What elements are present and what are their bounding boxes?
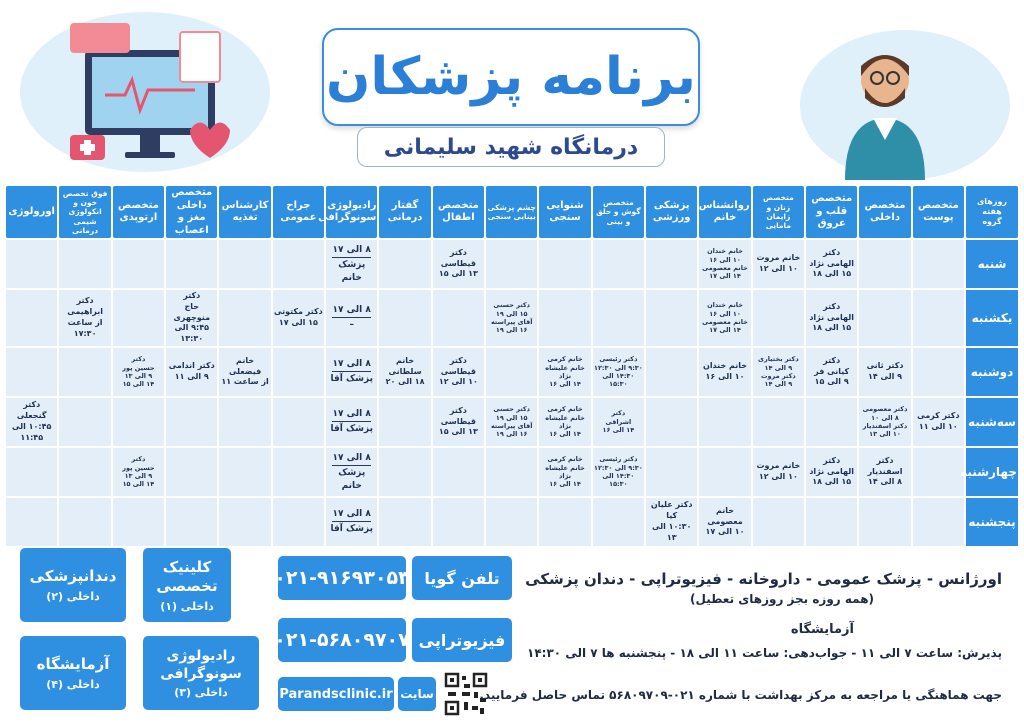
- schedule-cell: [379, 290, 430, 346]
- cell-line: ۱۰:۴۵ الی ۱۱:۴۵: [12, 421, 52, 442]
- dental-title: دندانپزشکی: [29, 567, 117, 586]
- schedule-cell: [326, 290, 377, 346]
- website-label: سایت: [398, 677, 436, 711]
- cell-line: خانم خندان: [707, 301, 743, 310]
- schedule-cell: [486, 498, 537, 546]
- cell-line: پزشک خانم: [338, 260, 366, 283]
- cell-line: ۱۵ الی ۱۹: [495, 413, 528, 422]
- schedule-cell: [806, 498, 857, 546]
- cell-line: ۱۰:۳۰ الی ۱۳: [652, 521, 692, 542]
- column-header: متخصص اطفال: [433, 186, 484, 238]
- schedule-cell: [806, 448, 857, 496]
- cell-line: ۱۴ الی ۱۵: [122, 480, 155, 489]
- cell-line: فیضعلی: [228, 366, 262, 376]
- schedule-cell: [6, 240, 57, 288]
- cell-line: اشراقی: [605, 417, 632, 426]
- cell-line: ۱۳ الی ۱۵: [438, 427, 478, 437]
- schedule-header: [6, 186, 1018, 238]
- cell-line: خانم: [396, 355, 415, 365]
- schedule-cell: [539, 398, 590, 446]
- clinic-title: کلینیک تخصصی: [156, 557, 218, 595]
- cell-line: سلطانی: [388, 366, 422, 376]
- cell-divider: [332, 421, 371, 422]
- radiology-extension-box: [143, 636, 259, 710]
- schedule-row: [6, 398, 1018, 446]
- cell-line: دکتر اندامی: [168, 361, 215, 371]
- schedule-cell: [113, 448, 164, 496]
- corner-days: روزهای هفته: [976, 197, 1008, 216]
- schedule-cell: [859, 240, 910, 288]
- cell-line: ۸ الی ۱۷: [332, 359, 371, 370]
- cell-line: ۸ الی ۱۷: [332, 453, 371, 464]
- coordination-note: جهت هماهنگی یا مراجعه به مرکز بهداشت با شماره ۰۲۱-۵۶۸۰۹۷۰۹ تماس حاصل فرمایید.: [479, 688, 1002, 702]
- cell-line: ۹ الی ۱۱: [174, 371, 209, 381]
- cell-line: ۹:۳۰ الی ۱۲:۳۰: [593, 463, 643, 472]
- cell-line: پزشک آقا: [330, 524, 373, 535]
- schedule-cell: [113, 398, 164, 446]
- cell-divider: [332, 371, 371, 372]
- cell-line: ۱۴ الی ۱۷: [709, 326, 741, 335]
- lab-extension: داخلی (۴): [46, 677, 100, 691]
- schedule-cell: [593, 398, 644, 446]
- schedule-cell: [859, 448, 910, 496]
- schedule-cell: [166, 240, 217, 288]
- schedule-cell: [539, 348, 590, 396]
- schedule-cell: [59, 240, 110, 288]
- cell-line: ۱۰ الی ۱۶: [705, 371, 745, 381]
- cell-line: ۸ الی ۱۷: [332, 509, 371, 520]
- cell-line: ۹ الی ۱۴: [867, 371, 903, 381]
- schedule-cell: [326, 240, 377, 288]
- cell-line: آقای پیراسته: [490, 421, 533, 430]
- schedule-cell: [593, 348, 644, 396]
- schedule-cell: [379, 448, 430, 496]
- schedule-cell: [699, 348, 750, 396]
- schedule-cell: [59, 498, 110, 546]
- schedule-cell: [273, 398, 324, 446]
- schedule-cell: [326, 398, 377, 446]
- schedule-cell: [646, 240, 697, 288]
- cell-line: دکتر رئیسی: [599, 455, 638, 464]
- schedule-cell: [219, 290, 270, 346]
- schedule-cell: [486, 240, 537, 288]
- day-label: سه‌شنبه: [966, 398, 1018, 446]
- cell-line: ۸ الی ۱۰: [871, 413, 899, 422]
- cell-line: دکتر مروت: [760, 371, 796, 380]
- schedule-cell: [806, 290, 857, 346]
- cell-line: ۱۰ الی ۱۷: [705, 527, 745, 537]
- schedule-cell: [59, 398, 110, 446]
- cell-line: ۱۵ الی ۱۸: [812, 323, 852, 333]
- schedule-cell: [806, 240, 857, 288]
- schedule-row: [6, 498, 1018, 546]
- schedule-cell: [219, 398, 270, 446]
- cell-line: ۱۵ الی ۱۸: [812, 269, 852, 279]
- column-header: متخصص داخلی مغز و اعصاب: [166, 186, 217, 238]
- schedule-cell: [806, 398, 857, 446]
- medical-monitor-illustration: [30, 20, 270, 170]
- schedule-cell: [273, 348, 324, 396]
- schedule-cell: [913, 448, 964, 496]
- cell-line: دکتر: [449, 405, 467, 415]
- schedule-cell: [593, 240, 644, 288]
- cell-line: خانم کرمی: [547, 405, 583, 414]
- schedule-cell: [166, 348, 217, 396]
- schedule-cell: [859, 348, 910, 396]
- cell-line: از ساعت ۱۷:۳۰: [67, 317, 103, 338]
- column-header: روانشناس خانم: [699, 186, 750, 238]
- clinic-extension: داخلی (۱): [160, 599, 214, 613]
- cell-line: حسین پور: [122, 363, 155, 372]
- schedule-cell: [433, 398, 484, 446]
- schedule-cell: [273, 448, 324, 496]
- schedule-cell: [539, 240, 590, 288]
- cell-line: ۱۴ الی ۱۵: [122, 380, 155, 389]
- cell-line: ۱۴:۳۰ الی ۱۵:۳۰: [602, 371, 635, 389]
- schedule-cell: [699, 498, 750, 546]
- schedule-cell: [273, 290, 324, 346]
- schedule-cell: [6, 398, 57, 446]
- schedule-row: [6, 448, 1018, 496]
- cell-divider: [332, 465, 371, 466]
- cell-line: خانم علیشاه نژاد: [545, 463, 585, 480]
- lab-extension-box: [20, 636, 126, 710]
- schedule-cell: [219, 498, 270, 546]
- schedule-row: [6, 290, 1018, 346]
- schedule-row: [6, 240, 1018, 288]
- page-title: برنامه پزشکان: [326, 47, 696, 107]
- cell-line: ۱۵ الی ۱۷: [278, 317, 318, 327]
- services-line: اورژانس - پزشک عمومی - داروخانه - فیزیوتراپی - دندان پزشکی: [525, 570, 1002, 588]
- cell-line: ۹ الی ۱۳: [124, 371, 153, 380]
- page-title-box: [322, 28, 700, 126]
- column-header: متخصص زنان و زایمان مامایی: [753, 186, 804, 238]
- schedule-cell: [646, 498, 697, 546]
- schedule-cell: [699, 290, 750, 346]
- cell-line: الهامی نژاد: [809, 258, 855, 268]
- schedule-cell: [6, 348, 57, 396]
- day-label: پنجشنبه: [966, 498, 1018, 546]
- schedule-cell: [646, 290, 697, 346]
- column-header: متخصص ارتوپدی: [113, 186, 164, 238]
- cell-line: دکتر: [823, 301, 841, 311]
- schedule-cell: [753, 240, 804, 288]
- cell-line: ۸ الی ۱۷: [332, 245, 371, 256]
- cell-line: ۱۰ الی ۱۲: [758, 264, 798, 273]
- cell-line: دکتر بختیاری: [758, 355, 799, 364]
- schedule-cell: [646, 398, 697, 446]
- cell-line: ۱۴:۳۰ الی ۱۵:۳۰: [602, 471, 635, 489]
- column-header: گفتار درمانی: [379, 186, 430, 238]
- schedule-cell: [379, 240, 430, 288]
- schedule-cell: [166, 398, 217, 446]
- column-header: اورولوژی: [6, 186, 57, 238]
- cell-line: ۹ الی ۱۴: [764, 380, 793, 389]
- cell-line: ۱۰ الی ۱۱: [918, 421, 958, 431]
- cell-line: خانم خندان: [707, 247, 743, 256]
- schedule-row: [6, 348, 1018, 396]
- clinic-extension-box: [143, 548, 231, 622]
- cell-line: خانم کرمی: [547, 355, 583, 364]
- cell-line: ۱۴ الی ۱۶: [549, 480, 581, 489]
- cell-line: دکتر: [611, 409, 626, 418]
- clinic-name: درمانگاه شهید سلیمانی: [383, 134, 639, 160]
- schedule-cell: [699, 240, 750, 288]
- corner-header: [966, 186, 1018, 238]
- cell-line: دکتر: [76, 296, 94, 306]
- schedule-cell: [326, 448, 377, 496]
- cell-line: قیطاسی: [440, 366, 477, 376]
- cell-line: ۹:۴۵ الی ۱۳:۳۰: [174, 323, 209, 344]
- cell-line: حسین پور: [122, 463, 155, 472]
- schedule-cell: [326, 348, 377, 396]
- cell-line: ۸ الی ۱۷: [332, 305, 371, 316]
- column-header: چشم پزشکی بینایی سنجی: [486, 186, 537, 238]
- cell-line: دکتر: [823, 355, 841, 365]
- schedule-cell: [486, 398, 537, 446]
- schedule-cell: [6, 290, 57, 346]
- schedule-cell: [539, 448, 590, 496]
- cell-line: ابراهیمی: [67, 307, 103, 317]
- doctor-schedule-table: [4, 184, 1020, 548]
- day-label: یکشنبه: [966, 290, 1018, 346]
- schedule-cell: [59, 348, 110, 396]
- schedule-cell: [593, 290, 644, 346]
- schedule-cell: [113, 240, 164, 288]
- phone-number[interactable]: ۰۲۱-۹۱۶۹۳۰۵۳: [278, 556, 406, 600]
- cell-line: قیطاسی: [440, 258, 477, 268]
- cell-line: حاج منوچهری: [173, 301, 211, 322]
- schedule-cell: [753, 348, 804, 396]
- cell-line: دکتر: [183, 291, 201, 300]
- cell-line: خانم کرمی: [547, 455, 583, 464]
- column-header: متخصص قلب و عروق: [806, 186, 857, 238]
- schedule-cell: [753, 498, 804, 546]
- schedule-cell: [166, 448, 217, 496]
- schedule-cell: [326, 498, 377, 546]
- schedule-cell: [486, 348, 537, 396]
- cell-line: پزشک آقا: [330, 374, 373, 385]
- schedule-cell: [433, 448, 484, 496]
- cell-line: قیطاسی: [440, 416, 477, 426]
- cell-line: ۱۳ الی ۱۵: [438, 269, 478, 279]
- cell-line: ۹ الی ۱۴: [764, 363, 793, 372]
- column-header: متخصص پوست: [913, 186, 964, 238]
- day-label: چهارشنبه: [966, 448, 1018, 496]
- schedule-cell: [859, 398, 910, 446]
- cell-line: ۱۵ الی ۱۹: [495, 309, 528, 318]
- cell-line: از ساعت ۱۱: [221, 377, 269, 387]
- schedule-cell: [486, 290, 537, 346]
- cell-line: ۹ الی ۱۵: [814, 377, 849, 387]
- cell-line: ۱۵ الی ۱۸: [812, 477, 852, 487]
- cell-line: ۱۰ الی ۱۶: [709, 309, 741, 318]
- schedule-cell: [913, 290, 964, 346]
- schedule-cell: [593, 498, 644, 546]
- schedule-cell: [753, 448, 804, 496]
- cell-line: الهامی نژاد: [809, 312, 855, 322]
- cell-line: دکتر ثانی: [866, 361, 904, 371]
- cell-line: دکتر کرمی: [917, 411, 960, 421]
- schedule-cell: [433, 348, 484, 396]
- cell-divider: [332, 521, 371, 522]
- cell-line: خانم مروت: [756, 253, 801, 263]
- dental-extension: داخلی (۲): [46, 589, 100, 603]
- cell-line: دکتر: [823, 455, 841, 465]
- lab-section-title: آزمایشگاه: [790, 622, 854, 637]
- schedule-cell: [539, 290, 590, 346]
- schedule-cell: [806, 348, 857, 396]
- schedule-cell: [913, 498, 964, 546]
- schedule-cell: [59, 290, 110, 346]
- cell-line: دکتر: [23, 400, 41, 410]
- lab-title: آزمایشگاه: [36, 655, 110, 674]
- schedule-cell: [699, 448, 750, 496]
- phone-label: تلفن گویا: [412, 556, 512, 600]
- schedule-cell: [379, 498, 430, 546]
- schedule-cell: [219, 448, 270, 496]
- day-label: شنبه: [966, 240, 1018, 288]
- schedule-cell: [166, 290, 217, 346]
- cell-line: خانم: [236, 355, 255, 365]
- column-header: کارشناس تغذیه: [219, 186, 270, 238]
- cell-line: دکتر: [131, 355, 146, 364]
- doctor-illustration: [840, 40, 950, 180]
- column-header: رادیولوژی سونوگرافی: [326, 186, 377, 238]
- cell-line: ۸ الی ۱۴: [867, 477, 903, 487]
- cell-line: خانم: [716, 505, 735, 515]
- cell-line: دکتر مکتوتی: [274, 307, 323, 317]
- cell-line: ۱۰ الی ۱۲: [438, 377, 478, 387]
- schedule-cell: [699, 398, 750, 446]
- website-link[interactable]: Parandsclinic.ir: [278, 677, 394, 711]
- cell-line: پزشک خانم: [338, 468, 366, 491]
- cell-line: دکتر اسفندیار: [867, 455, 903, 476]
- physio-label: فیزیوتراپی: [412, 618, 512, 662]
- schedule-cell: [913, 240, 964, 288]
- schedule-cell: [859, 290, 910, 346]
- schedule-cell: [433, 498, 484, 546]
- schedule-cell: [753, 398, 804, 446]
- cell-line: دکتر حسنی: [493, 301, 531, 310]
- cell-line: خانم مروت: [756, 461, 801, 471]
- corner-group: گروه: [982, 217, 1002, 226]
- cell-line: دکتر رئیسی: [599, 355, 638, 364]
- physio-number[interactable]: ۰۲۱-۵۶۸۰۹۷۰۷: [278, 618, 406, 662]
- schedule-cell: [913, 348, 964, 396]
- schedule-cell: [486, 448, 537, 496]
- cell-line: دکتر علیان کیا: [650, 500, 693, 521]
- cell-line: دکتر: [131, 455, 146, 464]
- schedule-cell: [913, 398, 964, 446]
- schedule-cell: [273, 498, 324, 546]
- schedule-cell: [6, 448, 57, 496]
- cell-line: دکتر: [449, 355, 467, 365]
- schedule-cell: [646, 348, 697, 396]
- cell-line: ۱۰ الی ۱۳: [869, 430, 901, 439]
- schedule-cell: [219, 240, 270, 288]
- cell-line: ۱۰ الی ۱۶: [709, 255, 741, 264]
- cell-line: معصومی: [707, 516, 743, 526]
- schedule-body: [6, 240, 1018, 546]
- schedule-cell: [166, 498, 217, 546]
- cell-line: خانم علیشاه نژاد: [545, 413, 585, 430]
- services-note: (همه روزه بجز روزهای تعطیل): [690, 592, 874, 606]
- schedule-cell: [433, 290, 484, 346]
- cell-line: دکتر حسنی: [493, 405, 531, 414]
- cell-line: کیانی فر: [814, 366, 850, 376]
- cell-line: خانم معصومی: [702, 317, 748, 326]
- cell-line: خانم خندان: [702, 361, 748, 371]
- schedule-cell: [433, 240, 484, 288]
- schedule-cell: [539, 498, 590, 546]
- schedule-cell: [753, 290, 804, 346]
- cell-line: ۹:۳۰ الی ۱۲:۳۰: [593, 363, 643, 372]
- cell-line: ۱۸ الی ۲۰: [385, 377, 425, 387]
- day-label: دوشنبه: [966, 348, 1018, 396]
- cell-line: گنجعلی: [16, 411, 47, 421]
- column-header: فوق تخصص خون و انکولوژی شیمی درمانی: [59, 186, 110, 238]
- schedule-cell: [273, 240, 324, 288]
- cell-line: ۹ الی ۱۳: [124, 471, 153, 480]
- schedule-cell: [219, 348, 270, 396]
- cell-line: ۱۴ الی ۱۷: [709, 272, 741, 281]
- cell-line: خانم علیشاه نژاد: [545, 363, 585, 380]
- column-header: متخصص داخلی: [859, 186, 910, 238]
- cell-line: دکتر اسفندیار: [862, 421, 908, 430]
- dental-extension-box: [20, 548, 126, 622]
- cell-divider: [332, 317, 371, 318]
- cell-line: ۱۴ الی ۱۶: [549, 380, 581, 389]
- cell-line: الهامی نژاد: [809, 466, 855, 476]
- cell-line: –: [349, 320, 354, 331]
- cell-line: ۱۴ الی ۱۶: [602, 426, 635, 435]
- schedule-cell: [113, 290, 164, 346]
- schedule-cell: [379, 398, 430, 446]
- schedule-cell: [379, 348, 430, 396]
- radiology-extension: داخلی (۳): [174, 686, 228, 700]
- subtitle-box: [357, 127, 665, 167]
- cell-line: ۱۶ الی ۱۹: [495, 326, 528, 335]
- schedule-cell: [593, 448, 644, 496]
- column-header: پزشکی ورزشی: [646, 186, 697, 238]
- column-header: شنوایی سنجی: [539, 186, 590, 238]
- cell-line: ۱۴ الی ۱۶: [549, 430, 581, 439]
- cell-line: پزشک آقا: [330, 424, 373, 435]
- schedule-cell: [859, 498, 910, 546]
- cell-line: دکتر: [449, 247, 467, 257]
- cell-line: ۱۰ الی ۱۲: [758, 471, 798, 481]
- cell-line: دکتر معصومی: [862, 405, 908, 414]
- cell-line: آقای پیراسته: [490, 317, 533, 326]
- cell-line: دکتر: [823, 247, 841, 257]
- schedule-cell: [113, 498, 164, 546]
- cell-divider: [332, 257, 371, 258]
- schedule-cell: [6, 498, 57, 546]
- radiology-title: رادیولوژی سونوگرافی: [160, 647, 242, 682]
- schedule-cell: [113, 348, 164, 396]
- schedule-cell: [646, 448, 697, 496]
- column-header: متخصص گوش و حلق و بینی: [593, 186, 644, 238]
- cell-line: ۱۶ الی ۱۹: [495, 430, 528, 439]
- schedule-cell: [59, 448, 110, 496]
- lab-hours: پذیرش: ساعت ۷ الی ۱۱ - جواب‌دهی: ساعت ۱۱ الی ۱۸ - پنجشنبه ها ۷ الی ۱۴:۳۰: [527, 646, 1002, 660]
- cell-line: ۸ الی ۱۷: [332, 409, 371, 420]
- cell-line: خانم معصومی: [702, 264, 748, 272]
- column-header: جراح عمومی: [273, 186, 324, 238]
